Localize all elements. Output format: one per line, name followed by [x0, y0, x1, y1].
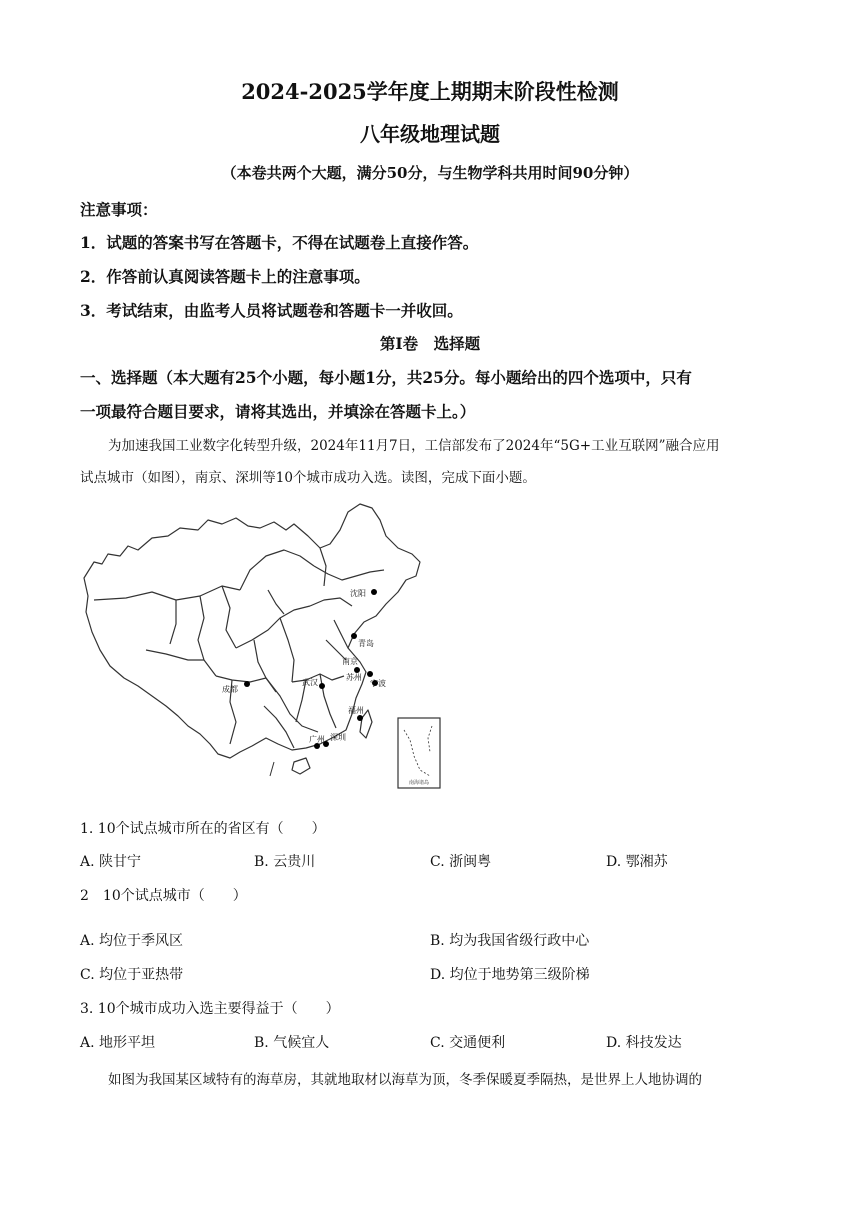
question-3-option-d[interactable]: D. 科技发达: [606, 1035, 682, 1051]
question-1-option-d[interactable]: D. 鄂湘苏: [606, 854, 668, 870]
section-instruction-line2: 一项最符合题目要求，请将其选出，并填涂在答题卡上。）: [80, 402, 476, 421]
question-2-option-b[interactable]: B. 均为我国省级行政中心: [430, 933, 590, 949]
city-label-suzhou: 苏州: [346, 673, 362, 682]
passage1-line2: 试点城市（如图），南京、深圳等10个城市成功入选。读图，完成下面小题。: [80, 470, 536, 486]
inset-label: 南海诸岛: [408, 780, 430, 786]
question-2-option-a[interactable]: A. 均位于季风区: [80, 933, 184, 949]
passage1-line1: 为加速我国工业数字化转型升级，2024年11月7日，工信部发布了2024年“5G+工业互联网”融合应用: [108, 438, 720, 454]
section-instruction-line1: 一、选择题（本大题有25个小题，每小题1分，共25分。每小题给出的四个选项中，只有: [80, 368, 692, 387]
city-dot-qingdao: [351, 633, 357, 639]
note-item-3: 3．考试结束，由监考人员将试题卷和答题卡一并收回。: [80, 301, 463, 320]
passage2-line1: 如图为我国某区域特有的海草房，其就地取材以海草为顶，冬季保暖夏季隔热，是世界上人地协调的: [108, 1072, 702, 1088]
china-outline: [84, 504, 420, 758]
china-map: [80, 500, 460, 792]
exam-title: 2024-2025学年度上期期末阶段性检测: [241, 79, 619, 104]
city-label-ningbo: 宁波: [370, 679, 386, 688]
city-dot-wuhan: [319, 683, 325, 689]
question-1-option-b[interactable]: B. 云贵川: [254, 854, 316, 870]
question-3-option-a[interactable]: A. 地形平坦: [80, 1035, 156, 1051]
city-dot-shenyang: [371, 589, 377, 595]
city-label-nanjing: 南京: [342, 657, 358, 666]
question-2-stem: 2 10个试点城市（ ）: [80, 888, 247, 904]
question-3-option-c[interactable]: C. 交通便利: [430, 1035, 506, 1051]
city-dot-suzhou: [367, 671, 373, 677]
question-1-option-a[interactable]: A. 陕甘宁: [80, 854, 142, 870]
note-item-1: 1．试题的答案书写在答题卡，不得在试题卷上直接作答。: [80, 233, 479, 252]
question-3-option-b[interactable]: B. 气候宜人: [254, 1035, 330, 1051]
section-title: 第Ⅰ卷 选择题: [379, 334, 481, 353]
city-dot-chengdu: [244, 681, 250, 687]
city-label-fuzhou: 福州: [348, 706, 364, 715]
hainan-island: [292, 758, 310, 774]
notes-heading: 注意事项：: [80, 200, 158, 219]
city-dot-fuzhou: [357, 715, 363, 721]
city-label-shenzhen: 深圳: [330, 733, 346, 742]
city-label-guangzhou: 广州: [309, 735, 325, 744]
note-item-2: 2．作答前认真阅读答题卡上的注意事项。: [80, 267, 370, 286]
city-label-shenyang: 沈阳: [350, 589, 366, 598]
exam-subtitle: 八年级地理试题: [360, 122, 500, 146]
question-1-option-c[interactable]: C. 浙闽粤: [430, 854, 492, 870]
city-label-chengdu: 成都: [222, 685, 238, 694]
question-1-stem: 1. 10个试点城市所在的省区有（ ）: [80, 821, 326, 837]
exam-info: （本卷共两个大题，满分50分，与生物学科共用时间90分钟）: [221, 164, 639, 182]
city-label-wuhan: 武汉: [302, 678, 318, 687]
question-2-option-c[interactable]: C. 均位于亚热带: [80, 967, 184, 983]
china-map-figure: [80, 500, 460, 792]
city-label-qingdao: 青岛: [358, 639, 374, 648]
question-3-stem: 3. 10个城市成功入选主要得益于（ ）: [80, 1001, 340, 1017]
south-china-sea-inset: [398, 718, 440, 788]
question-2-option-d[interactable]: D. 均位于地势第三级阶梯: [430, 967, 590, 983]
